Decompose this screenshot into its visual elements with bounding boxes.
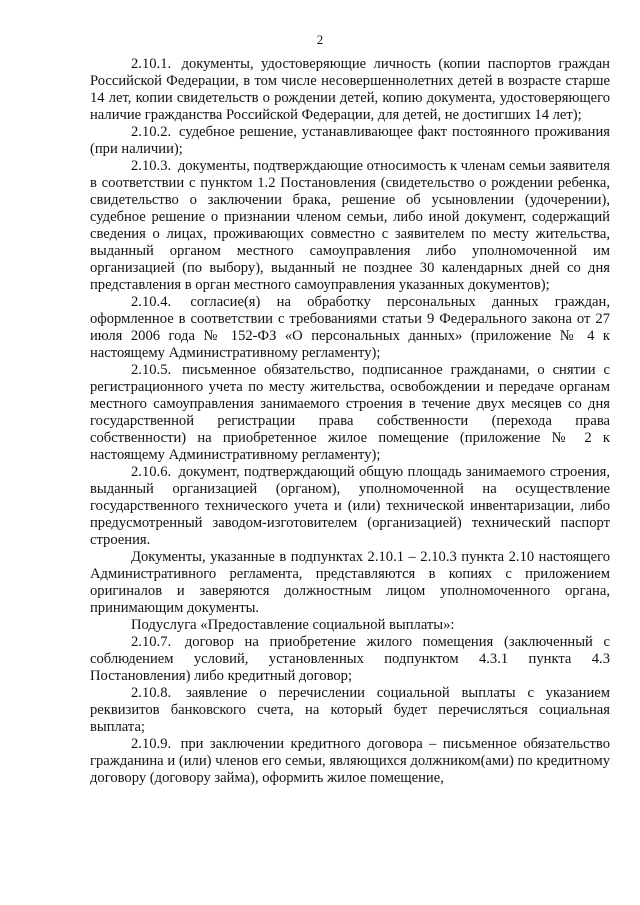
item-number: 2.10.1. <box>131 56 172 72</box>
paragraph-text: Подуслуга «Предоставление социальной выплаты»: <box>131 617 455 633</box>
item-number: 2.10.7. <box>131 634 172 650</box>
paragraph-2-10-4 <box>90 294 610 362</box>
item-number: 2.10.3. <box>131 158 172 174</box>
paragraph-2-10-5 <box>90 362 610 464</box>
item-number: 2.10.8. <box>131 685 172 701</box>
item-number: 2.10.9. <box>131 736 172 752</box>
paragraph-2-10-1 <box>90 56 610 124</box>
paragraph-2-10-9 <box>90 736 610 787</box>
paragraph-subservice-heading <box>90 617 610 634</box>
item-number: 2.10.4. <box>131 294 172 310</box>
paragraph-text: договор на приобретение жилого помещения (заключенный с соблюдением условий, установленных подпунктом 4.3.1 пункта 4.3 Постановления) либо кредитный договор; <box>90 634 610 684</box>
item-number: 2.10.6. <box>131 464 172 480</box>
paragraph-text: Документы, указанные в подпунктах 2.10.1 – 2.10.3 пункта 2.10 настоящего Административного регламента, представляются в копиях с приложением оригиналов и заверяются должностным лицом уполномоченного органа, принимающим документы. <box>90 549 610 616</box>
item-number: 2.10.2. <box>131 124 172 140</box>
paragraph-2-10-3 <box>90 158 610 294</box>
item-number: 2.10.5. <box>131 362 172 378</box>
document-body <box>90 56 610 787</box>
paragraph-2-10-7 <box>90 634 610 685</box>
paragraph-text: при заключении кредитного договора – письменное обязательство гражданина и (или) членов его семьи, являющихся должником(ами) по кредитному договору (договору займа), оформить жилое помещение, <box>90 736 610 786</box>
paragraph-text: судебное решение, устанавливающее факт постоянного проживания (при наличии); <box>90 124 610 157</box>
paragraph-text: документы, подтверждающие относимость к членам семьи заявителя в соответствии с пунктом 1.2 Постановления (свидетельство о рождении ребенка, свидетельство о заключении брака, решение об усыновлении (удочерении), судебное решение о признании членом семьи, либо иной документ, содержащий сведения о лицах, проживающих совместно с заявителем по месту жительства, выданный органом местного самоуправления либо уполномоченной им организацией (по выбору), выданный не позднее 30 календарных дней со дня представления в орган местного самоуправления указанных документов); <box>90 158 610 293</box>
paragraph-2-10-6 <box>90 464 610 549</box>
paragraph-text: согласие(я) на обработку персональных данных граждан, оформленное в соответствии с требованиями статьи 9 Федерального закона от 27 июля 2006 года № 152-ФЗ «О персональных данных» (приложение № 4 к настоящему Административному регламенту); <box>90 294 610 361</box>
paragraph-text: заявление о перечислении социальной выплаты с указанием реквизитов банковского счета, на который будет перечисляться социальная выплата; <box>90 685 610 735</box>
paragraph-text: письменное обязательство, подписанное гражданами, о снятии с регистрационного учета по месту жительства, освобождении и передаче органам местного самоуправления занимаемого строения в течение двух месяцев со дня государственной регистрации права собственности (перехода права собственности) на приобретенное жилое помещение (приложение № 2 к настоящему Административному регламенту); <box>90 362 610 463</box>
paragraph-documents-note <box>90 549 610 617</box>
page-number: 2 <box>316 32 324 47</box>
paragraph-text: документы, удостоверяющие личность (копии паспортов граждан Российской Федерации, в том числе несовершеннолетних детей в возрасте старше 14 лет, копии свидетельств о рождении детей, копию документа, удостоверяющего наличие гражданства Российской Федерации, для детей, не достигших 14 лет); <box>90 56 610 123</box>
paragraph-2-10-2 <box>90 124 610 158</box>
paragraph-2-10-8 <box>90 685 610 736</box>
paragraph-text: документ, подтверждающий общую площадь занимаемого строения, выданный организацией (органом), уполномоченной на осуществление государственного технического учета и (или) технической инвентаризации, либо предусмотренный заводом-изготовителем (организацией) технический паспорт строения. <box>90 464 610 548</box>
